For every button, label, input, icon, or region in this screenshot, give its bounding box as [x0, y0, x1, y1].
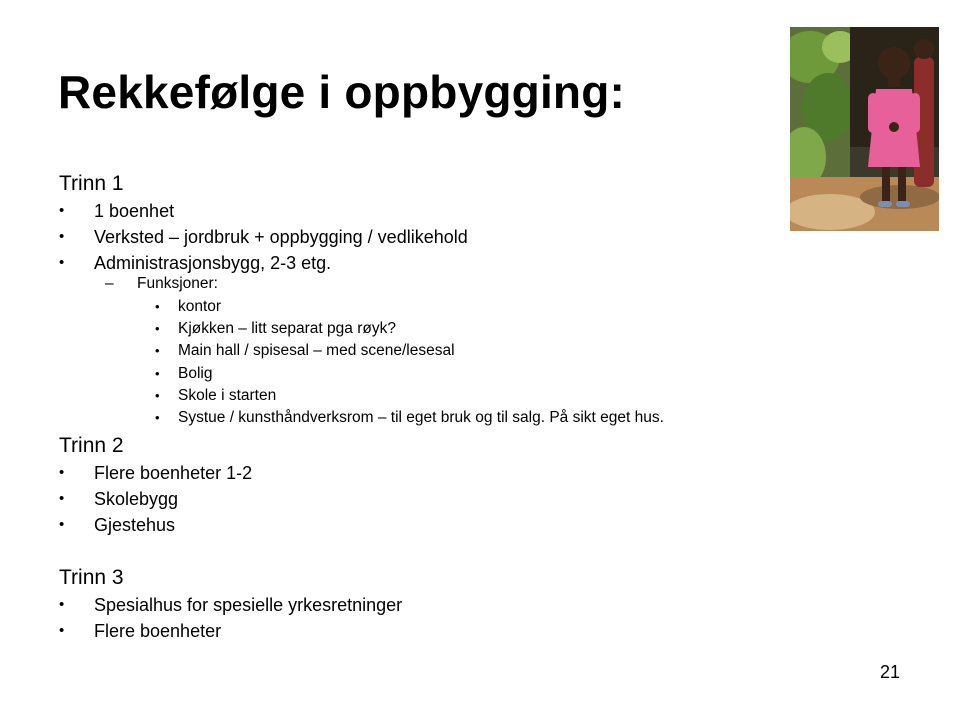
- stage3-list: [59, 592, 402, 644]
- list-item-label: 1 boenhet: [94, 201, 175, 221]
- list-item: [59, 198, 468, 224]
- bullet: •: [59, 202, 65, 219]
- bullet: •: [155, 387, 160, 403]
- functions-list: [155, 296, 664, 429]
- list-item-label: Main hall / spisesal – med scene/lesesal: [178, 342, 455, 360]
- bullet: •: [59, 490, 65, 507]
- children-photo: [790, 27, 939, 231]
- dash: –: [105, 275, 114, 292]
- list-item-label: Gjestehus: [94, 515, 176, 535]
- list-item: [155, 340, 664, 362]
- list-item-label: Skolebygg: [94, 489, 179, 509]
- bullet: •: [155, 343, 160, 359]
- bullet: •: [59, 464, 65, 481]
- list-item-label: Flere boenheter: [94, 621, 222, 641]
- page-number: 21: [880, 662, 901, 682]
- stage1-heading: Trinn 1: [59, 172, 124, 195]
- bullet: •: [155, 321, 160, 337]
- list-item: [59, 512, 252, 538]
- list-item-label: Administrasjonsbygg, 2-3 etg.: [94, 253, 332, 273]
- list-item-label: Funksjoner:: [137, 275, 218, 292]
- list-item: [155, 318, 664, 340]
- list-item: [105, 273, 218, 295]
- bullet: •: [59, 622, 65, 639]
- list-item-label: Kjøkken – litt separat pga røyk?: [178, 320, 396, 338]
- stage2-heading: Trinn 2: [59, 434, 124, 457]
- slide-title: Rekkefølge i oppbygging:: [58, 66, 626, 118]
- bullet: •: [155, 299, 160, 314]
- bullet: •: [59, 228, 65, 245]
- list-item: [59, 460, 252, 486]
- bullet: •: [59, 254, 65, 271]
- photo-children-icon: [790, 27, 939, 231]
- list-item: [155, 407, 664, 429]
- list-item: [59, 486, 252, 512]
- bullet: •: [59, 596, 65, 613]
- list-item: [59, 618, 402, 644]
- stage3-heading: Trinn 3: [59, 566, 124, 589]
- list-item: [59, 592, 402, 618]
- bullet: •: [59, 516, 65, 533]
- list-item-label: kontor: [178, 298, 222, 315]
- stage2-list: [59, 460, 252, 538]
- list-item-label: Systue / kunsthåndverksrom – til eget bruk og til salg. På sikt eget hus.: [178, 408, 664, 426]
- stage1-list: [59, 198, 468, 276]
- list-item: [155, 363, 664, 385]
- bullet: •: [155, 365, 160, 381]
- stage1-sublist: [105, 273, 218, 295]
- list-item-label: Spesialhus for spesielle yrkesretninger: [94, 595, 403, 615]
- list-item: [59, 224, 468, 250]
- list-item-label: Verksted – jordbruk + oppbygging / vedlikehold: [94, 227, 468, 247]
- list-item: [155, 296, 664, 318]
- list-item-label: Flere boenheter 1-2: [94, 463, 253, 483]
- list-item-label: Skole i starten: [178, 386, 277, 404]
- bullet: •: [155, 409, 160, 425]
- list-item-label: Bolig: [178, 364, 213, 382]
- list-item: [155, 385, 664, 407]
